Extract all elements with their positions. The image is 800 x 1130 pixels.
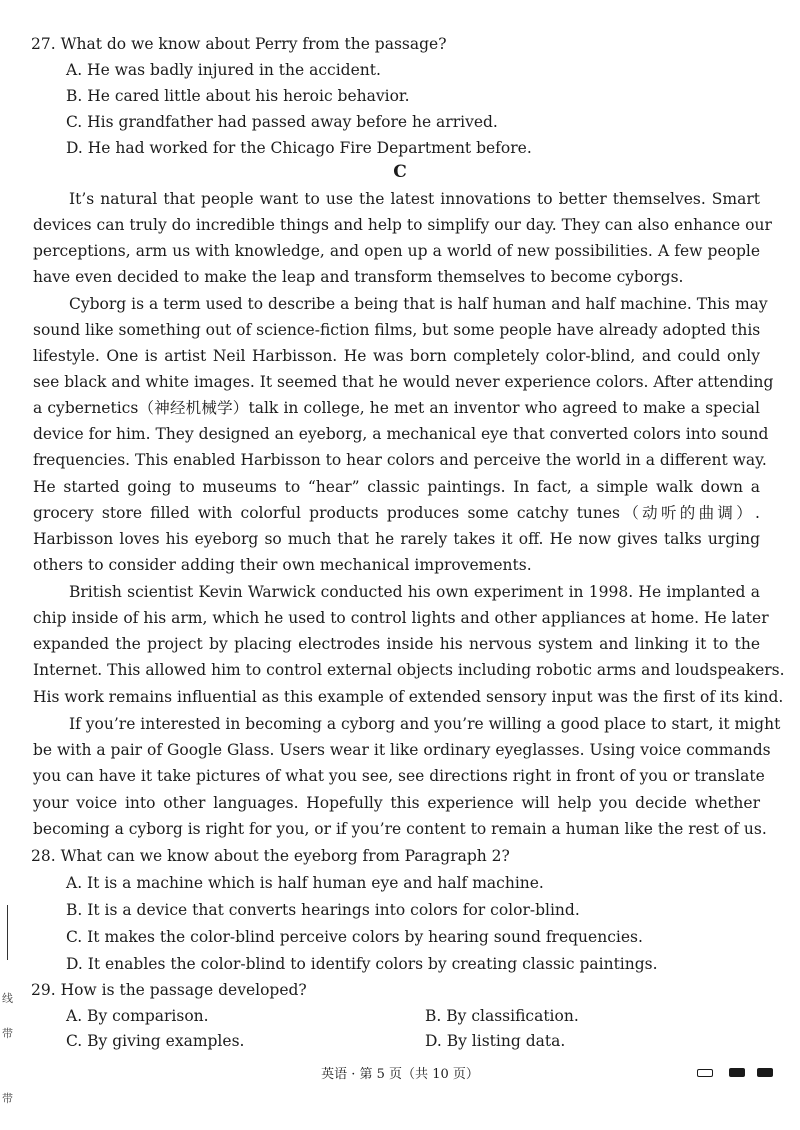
passage-p2-line: grocery store filled with colorful products produces some catchy tunes（动听的曲调）. xyxy=(33,504,760,522)
section-heading: C xyxy=(393,162,407,182)
q28-option-c: C. It makes the color-blind perceive colors by hearing sound frequencies. xyxy=(66,928,643,946)
q28-stem: 28. What can we know about the eyeborg from Paragraph 2? xyxy=(31,847,510,865)
passage-p4-line: If you’re interested in becoming a cyborg and you’re willing a good place to start, it might xyxy=(69,715,781,733)
q29-option-c: C. By giving examples. xyxy=(66,1032,245,1050)
page-marker-hollow xyxy=(697,1069,713,1077)
q27-option-c: C. His grandfather had passed away before he arrived. xyxy=(66,113,498,131)
passage-p2-line: lifestyle. One is artist Neil Harbisson. He was born completely color-blind, and could only xyxy=(33,347,760,365)
q29-option-d: D. By listing data. xyxy=(425,1032,566,1050)
passage-p1-line: have even decided to make the leap and transform themselves to become cyborgs. xyxy=(33,268,684,286)
passage-p2-line: He started going to museums to “hear” classic paintings. In fact, a simple walk down a xyxy=(33,478,760,496)
passage-p1-line: perceptions, arm us with knowledge, and open up a world of new possibilities. A few people xyxy=(33,242,760,260)
passage-p4-line: you can have it take pictures of what you see, see directions right in front of you or translate xyxy=(33,767,765,785)
page-marker-filled xyxy=(729,1068,745,1077)
passage-p2-line: Harbisson loves his eyeborg so much that he rarely takes it off. He now gives talks urging xyxy=(33,530,760,548)
passage-p2-line: Cyborg is a term used to describe a being that is half human and half machine. This may xyxy=(69,295,768,313)
passage-p1-line: It’s natural that people want to use the latest innovations to better themselves. Smart xyxy=(69,190,760,208)
passage-p3-line: Internet. This allowed him to control external objects including robotic arms and loudspeakers. xyxy=(33,661,785,679)
passage-p2-line: see black and white images. It seemed that he would never experience colors. After attending xyxy=(33,373,774,391)
q28-option-d: D. It enables the color-blind to identify colors by creating classic paintings. xyxy=(66,955,658,973)
binding-mark: 带 xyxy=(2,1027,13,1040)
passage-p3-line: British scientist Kevin Warwick conducted his own experiment in 1998. He implanted a xyxy=(69,583,760,601)
q28-option-a: A. It is a machine which is half human eye and half machine. xyxy=(66,874,544,892)
passage-p3-line: chip inside of his arm, which he used to control lights and other appliances at home. He later xyxy=(33,609,769,627)
q27-option-d: D. He had worked for the Chicago Fire Department before. xyxy=(66,139,532,157)
q29-option-b: B. By classification. xyxy=(425,1007,579,1025)
passage-p4-line: be with a pair of Google Glass. Users wear it like ordinary eyeglasses. Using voice commands xyxy=(33,741,771,759)
q27-option-a: A. He was badly injured in the accident. xyxy=(66,61,381,79)
q29-stem: 29. How is the passage developed? xyxy=(31,981,307,999)
passage-p2-line: a cybernetics（神经机械学）talk in college, he met an inventor who agreed to make a special xyxy=(33,399,760,417)
passage-p3-line: His work remains influential as this example of extended sensory input was the first of its kind. xyxy=(33,688,784,706)
passage-p2-line: others to consider adding their own mechanical improvements. xyxy=(33,556,532,574)
passage-p4-line: your voice into other languages. Hopefully this experience will help you decide whether xyxy=(33,794,760,812)
q27-option-b: B. He cared little about his heroic behavior. xyxy=(66,87,410,105)
q28-option-b: B. It is a device that converts hearings into colors for color-blind. xyxy=(66,901,580,919)
binding-mark: 线 xyxy=(2,992,13,1005)
binding-line xyxy=(7,905,8,960)
passage-p2-line: device for him. They designed an eyeborg, a mechanical eye that converted colors into sound xyxy=(33,425,769,443)
passage-p1-line: devices can truly do incredible things and help to simplify our day. They can also enhance our xyxy=(33,216,772,234)
passage-p2-line: sound like something out of science-fiction films, but some people have already adopted this xyxy=(33,321,761,339)
passage-p2-line: frequencies. This enabled Harbisson to hear colors and perceive the world in a different way. xyxy=(33,451,767,469)
page-marker-filled xyxy=(757,1068,773,1077)
q29-option-a: A. By comparison. xyxy=(66,1007,209,1025)
q27-stem: 27. What do we know about Perry from the passage? xyxy=(31,35,447,53)
binding-mark: 带 xyxy=(2,1092,13,1105)
page-footer: 英语 · 第 5 页（共 10 页） xyxy=(321,1067,479,1082)
passage-p4-line: becoming a cyborg is right for you, or if you’re content to remain a human like the rest of us. xyxy=(33,820,767,838)
passage-p3-line: expanded the project by placing electrodes inside his nervous system and linking it to the xyxy=(33,635,760,653)
